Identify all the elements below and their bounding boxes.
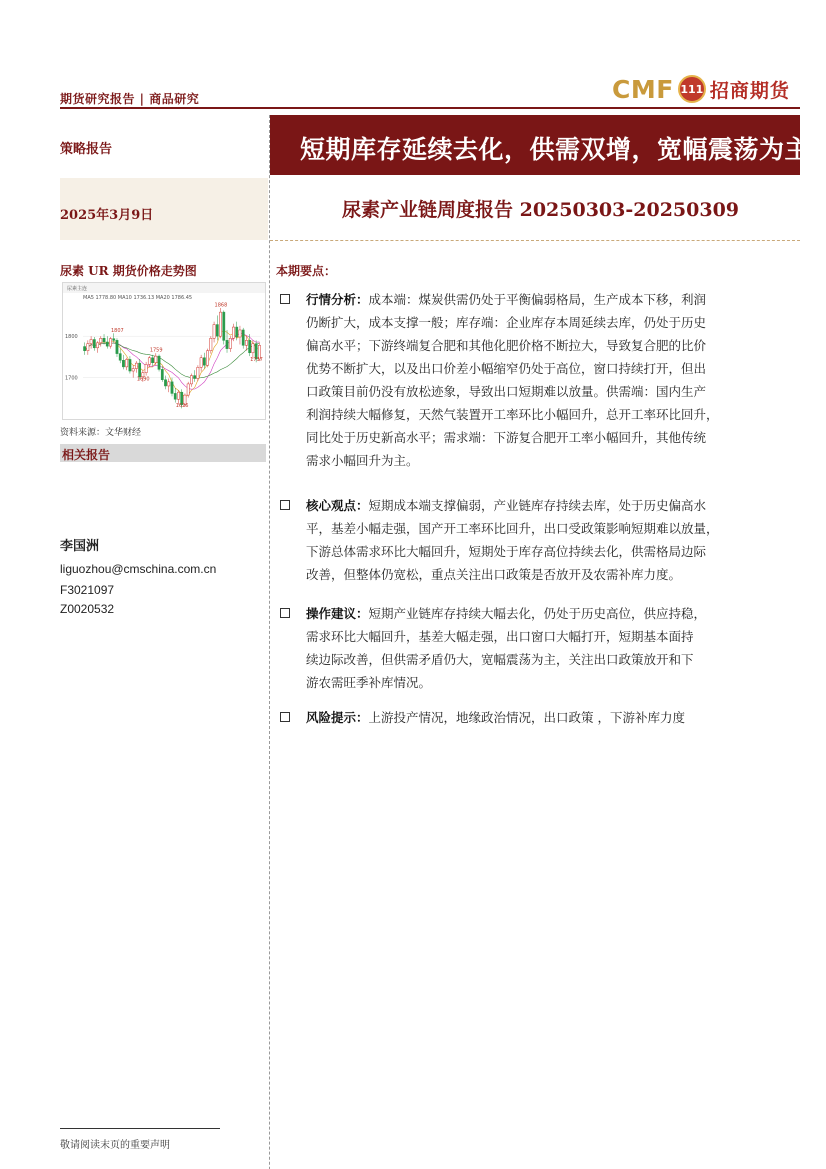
chart-candle-body [177,392,179,399]
checkbox-bullet-icon [280,294,290,304]
chart-candle [158,354,160,371]
chart-candle-body [139,363,141,377]
chart-candle-body [194,376,196,379]
chart-candle-body [249,340,251,352]
chart-y-tick-label: 1800 [65,334,78,341]
report-type-label: 策略报告 [60,142,113,157]
chart-ma-line-20 [85,343,260,378]
chart-title: 尿素 UR 期货价格走势图 [60,264,197,278]
chart-candle [100,336,102,346]
chart-price-annotation: 1737 [250,356,263,363]
chart-candle [242,328,244,349]
chart-candle [210,336,212,353]
company-logo [612,74,790,104]
bullet-risk-warning [280,706,795,732]
chart-candle [119,349,121,364]
bullet-line: 利润持续大幅修复，天然气装置开工率环比小幅回升，总开工率环比回升， [306,407,719,422]
bullet-line: 下游总体需求环比大幅回升，短期处于库存高位持续去化，供需格局边际 [306,544,707,559]
chart-candle-body [229,338,231,348]
chart-candle-body [200,358,202,368]
bullet-text [306,706,793,729]
report-subtitle: 尿素产业链周度报告 20250303-20250309 [342,199,740,221]
chart-candle-body [223,312,225,340]
chart-candle-body [171,382,173,394]
chart-candle [132,365,134,377]
chart-candle [122,355,124,370]
chart-candle-body [113,339,115,341]
chart-candle-body [103,338,105,342]
price-chart-svg [63,283,265,419]
chart-candle-body [155,356,157,363]
chart-candle [103,334,105,344]
bullet-heading: 核心观点： [306,498,369,513]
chart-candle-body [100,338,102,343]
chart-candle [90,336,92,348]
chart-candle-body [187,384,189,395]
chart-candle-body [122,360,124,367]
checkbox-bullet-icon [280,608,290,618]
chart-candle [200,355,202,372]
chart-candle [151,355,153,366]
chart-candle-body [239,330,241,337]
chart-candle [161,366,163,382]
chart-price-annotation: 1690 [136,376,150,383]
bullet-heading: 操作建议： [306,606,369,621]
chart-candle [135,361,137,373]
bullet-line: 需求环比大幅回升，基差大幅走强，出口窗口大幅打开，短期基本面持 [306,629,694,644]
chart-candle-body [190,376,192,384]
chart-candle-body [145,364,147,372]
bullet-line: 口政策目前仍没有放松迹象，导致出口短期难以放量。供需端：国内生产 [306,384,707,399]
chart-candle-body [213,325,215,339]
bullet-text [306,494,793,586]
chart-candle-body [197,367,199,378]
chart-price-annotation: 1626 [175,402,189,409]
chart-candle-body [129,359,131,371]
chart-candle-body [168,382,170,386]
checkbox-bullet-icon [280,712,290,722]
bullet-line: 续边际改善，但供需矛盾仍大，宽幅震荡为主，关注出口政策放开和下 [306,652,694,667]
chart-candle-body [174,393,176,399]
chart-header-text: 尿素主连 [67,286,88,292]
report-headline: 短期库存延续去化，供需双增，宽幅震荡为主 [300,135,811,164]
chart-candle-body [210,338,212,350]
chart-price-annotation: 1759 [149,347,163,354]
bullet-line: 短期成本端支撑偏弱，产业链库存持续去库，处于历史偏高水 [368,498,707,513]
bullet-line: 游农需旺季补库情况。 [306,675,432,690]
bullet-text [306,602,793,694]
chart-candle-body [164,380,166,386]
chart-candle [87,340,89,355]
bullet-line: 上游投产情况，地缘政治情况，出口政策 ，下游补库力度 [368,710,685,725]
bullet-line: 同比处于历史新高水平；需求端：下游复合肥开工率小幅回升，其他传统 [306,430,707,445]
chart-candle [190,374,192,387]
chart-candle-body [158,356,160,369]
chart-price-annotation: 1868 [214,302,228,309]
chart-candle-body [119,354,121,361]
bullet-text [306,288,793,472]
chart-candle-body [148,358,150,365]
bullet-line: 短期产业链库存持续大幅去化，仍处于历史高位，供应持稳， [368,606,707,621]
chart-candle-body [93,340,95,348]
column-divider [269,115,270,1169]
price-chart [62,282,266,420]
chart-price-annotation: 1807 [110,327,124,334]
bullet-core-view [280,494,795,590]
chart-candle [249,334,251,356]
chart-candle [116,338,118,357]
chart-candle [126,358,128,370]
chart-candle-body [87,344,89,351]
chart-header-bar [63,283,265,293]
chart-candle [168,378,170,392]
footer-rule [60,1128,220,1129]
logo-company-name: 招商期货 [709,79,790,102]
key-points-title: 本期要点： [276,264,337,278]
chart-candle [229,336,231,352]
chart-candle [145,362,147,376]
logo-emblem-icon: 111 [678,75,706,103]
bullet-line: 成本端：煤炭供需仍处于平衡偏弱格局，生产成本下移，利润 [368,292,707,307]
chart-candle [174,388,176,403]
analyst-id-2: Z0020532 [60,602,115,616]
checkbox-bullet-icon [280,500,290,510]
chart-candle [129,356,131,373]
analyst-name: 李国洲 [60,539,100,554]
chart-candle-body [83,347,85,351]
chart-candle-body [216,325,218,337]
chart-candle-body [242,330,244,345]
bullet-market-analysis [280,288,795,478]
chart-candle [83,342,85,354]
chart-candle-body [232,327,234,338]
bullet-operation-advice [280,602,795,698]
chart-candle-body [126,359,128,366]
chart-candle-body [90,340,92,344]
chart-candle [245,336,247,351]
chart-candle [216,315,218,340]
chart-candle [206,349,208,368]
chart-candle-body [116,340,118,353]
chart-candle-body [151,358,153,363]
bullet-heading: 行情分析： [306,292,369,307]
analyst-email[interactable]: liguozhou@cmschina.com.cn [60,562,217,576]
report-date: 2025年3月9日 [60,208,154,223]
chart-candle-body [109,339,111,346]
chart-candle-body [161,369,163,379]
chart-candle [203,353,205,369]
report-category: 期货研究报告 | 商品研究 [60,92,200,106]
analyst-id-1: F3021097 [60,583,115,597]
chart-candle-body [219,312,221,336]
chart-candle [239,326,241,345]
bullet-line: 需求小幅回升为主。 [306,453,419,468]
header-rule [60,107,800,109]
bullet-line: 优势不断扩大，以及出口价差小幅缩窄仍处于高位，窗口持续打开，但出 [306,361,707,376]
chart-candle-body [206,351,208,366]
footer-disclaimer-note: 敬请阅读末页的重要声明 [60,1140,170,1151]
chart-candle-body [132,369,134,371]
chart-candle [109,337,111,349]
chart-candle-body [245,340,247,345]
subtitle-rule [270,240,800,241]
logo-cmf-text: CMF [612,74,674,104]
chart-candle-body [203,358,205,365]
bullet-heading: 风险提示： [306,710,369,725]
chart-candle-body [106,342,108,346]
chart-y-tick-label: 1700 [65,375,78,382]
chart-candle [96,341,98,353]
chart-candle-body [96,343,98,348]
chart-candle [148,356,150,367]
chart-candle [106,336,108,348]
bullet-line: 改善，但整体仍宽松，重点关注出口政策是否放开及农需补库力度。 [306,567,682,582]
bullet-line: 仍断扩大，成本支撑一般；库存端：企业库存本周延续去库，仍处于历史 [306,315,707,330]
chart-candle [187,382,189,398]
chart-source: 资料来源：文华财经 [60,428,142,438]
chart-candle [194,370,196,382]
chart-candle [223,310,225,344]
chart-candle [219,308,221,338]
bullet-line: 偏高水平；下游终端复合肥和其他化肥价格不断拉大，导致复合肥的比价 [306,338,707,353]
chart-candle-body [236,327,238,337]
chart-candle [197,365,199,381]
chart-candle-body [135,363,137,368]
chart-candle-body [226,340,228,348]
chart-candle [213,322,215,343]
chart-candle-body [252,344,254,353]
bullet-line: 平，基差小幅走强，国产开工率环比回升，出口受政策影响短期难以放量， [306,521,719,536]
chart-ma-legend: MA5 1778.80 MA10 1736.13 MA20 1786.45 [83,295,193,301]
chart-candle [93,337,95,351]
related-reports-label: 相关报告 [62,448,111,462]
